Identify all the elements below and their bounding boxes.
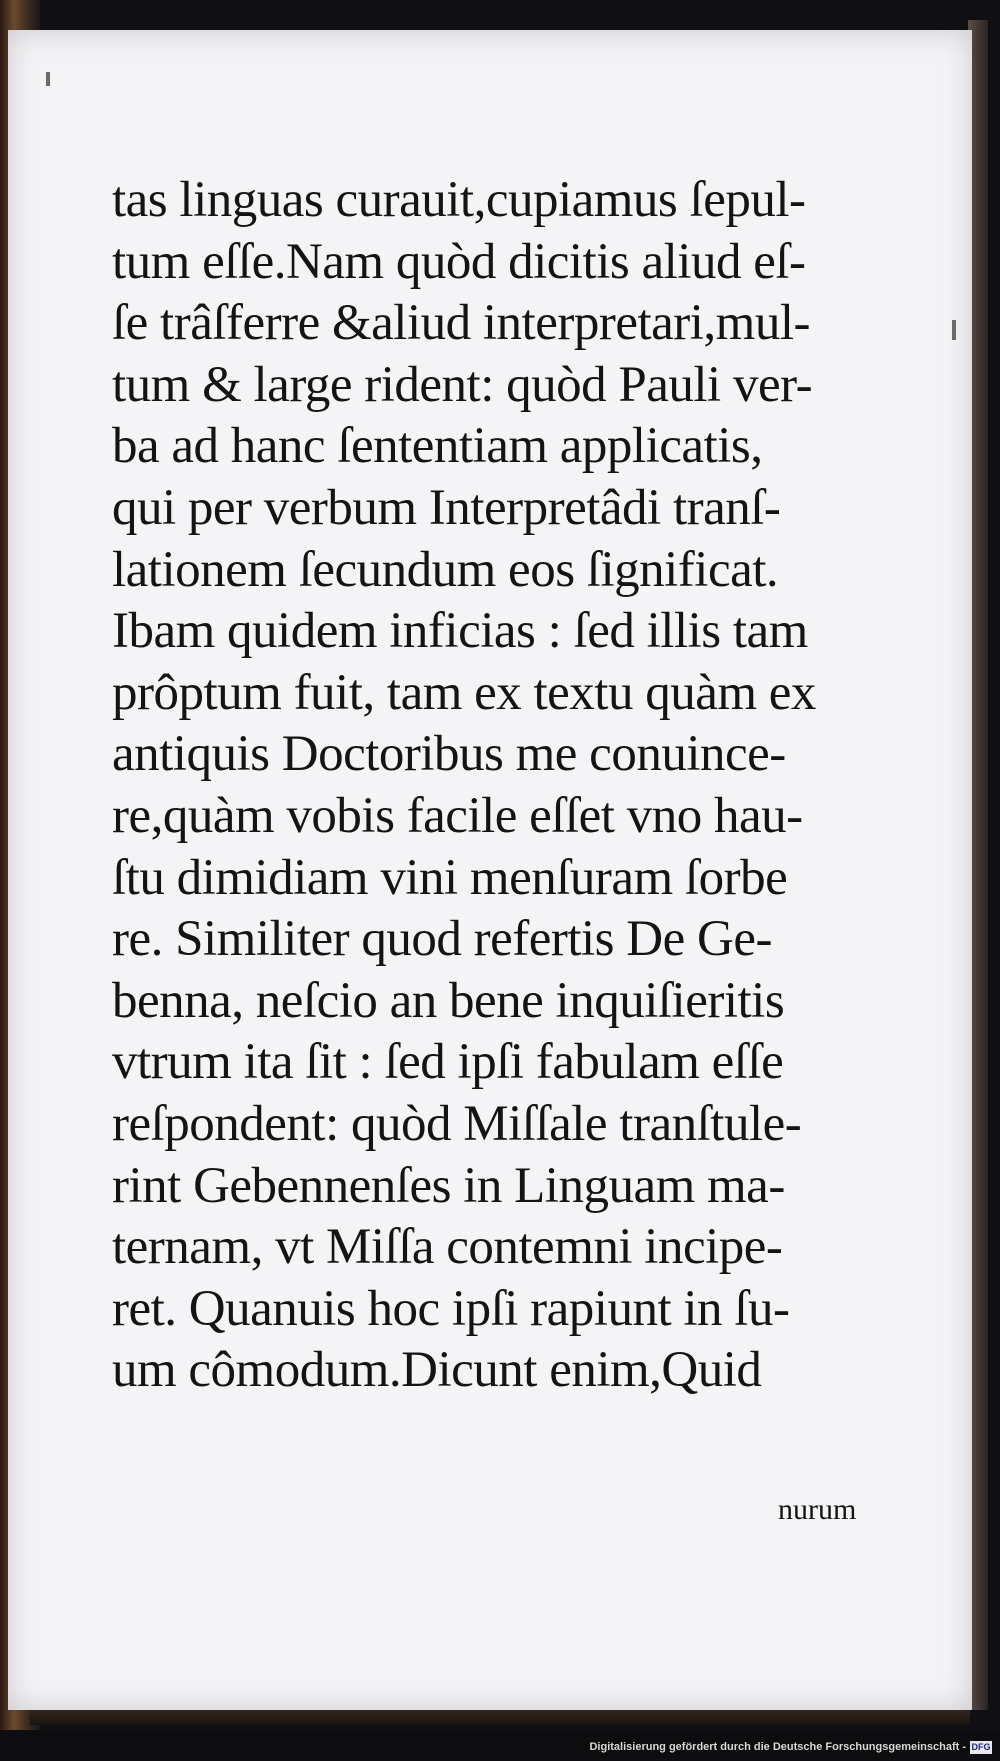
text-line: reſpondent: quòd Miſſale tranſtule- — [112, 1095, 802, 1152]
text-line: re,quàm vobis facile eſſet vno hau- — [112, 787, 803, 844]
page-text-block — [112, 170, 912, 1402]
text-line: ſtu dimidiam vini menſuram ſorbe — [112, 849, 788, 906]
text-line: prôptum fuit, tam ex textu quàm ex — [112, 664, 816, 721]
book-page — [8, 30, 972, 1710]
text-line: re. Similiter quod refertis De Ge- — [112, 911, 772, 968]
page-speck — [952, 320, 956, 340]
text-line: tas linguas curauit,cupiamus ſepul- — [112, 172, 806, 228]
text-line: benna, neſcio an bene inquiſieritis — [112, 972, 785, 1029]
text-line: ba ad hanc ſententiam applicatis, — [112, 418, 763, 475]
text-line: tum eſſe.Nam quòd dicitis aliud eſ- — [112, 233, 806, 290]
text-line: ſe trâſferre &aliud interpretari,mul- — [112, 295, 810, 352]
text-line: Ibam quidem inficias : ſed illis tam — [112, 603, 808, 660]
text-line: antiquis Doctoribus me conuince- — [112, 726, 786, 783]
text-line: lationem ſecundum eos ſignificat. — [112, 541, 779, 598]
text-line: ret. Quanuis hoc ipſi rapiunt in ſu- — [112, 1280, 790, 1337]
text-line: um cômodum.Dicunt enim,Quid — [112, 1342, 762, 1399]
text-line: tum & large rident: quòd Pauli ver- — [112, 356, 813, 413]
digitization-credit: Digitalisierung gefördert durch die Deutsche Forschungsgemeinschaft - — [589, 1741, 966, 1753]
text-line: vtrum ita ſit : ſed ipſi fabulam eſſe — [112, 1034, 784, 1091]
dfg-logo: DFG — [971, 1742, 991, 1752]
text-line: rint Gebennenſes in Linguam ma- — [112, 1157, 785, 1214]
page-speck — [46, 72, 50, 86]
text-line: ternam, vt Miſſa contemni incipe- — [112, 1219, 783, 1276]
text-line: qui per verbum Interpretâdi tranſ- — [112, 479, 781, 536]
catchword: nurum — [778, 1493, 857, 1526]
